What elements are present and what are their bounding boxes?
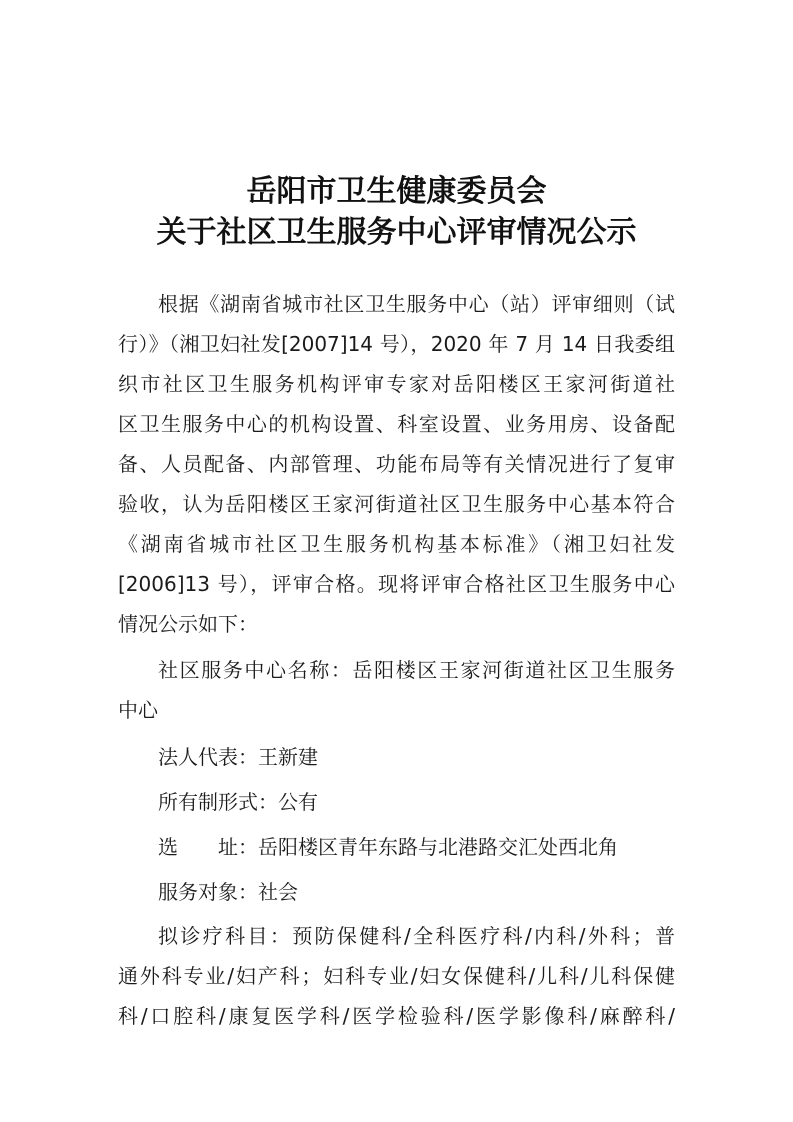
- field-service-target: 服务对象：社会: [158, 880, 298, 904]
- field-ownership: 所有制形式：公有: [158, 790, 318, 814]
- field-legal-rep: 法人代表：王新建: [158, 745, 318, 769]
- field-departments-cont: 科/口腔科/康复医学科/医学检验科/医学影像科/麻醉科/: [118, 1004, 675, 1028]
- body-line: 根据《湖南省城市社区卫生服务中心（站）评审细则（试: [158, 292, 675, 316]
- field-center-name: 社区服务中心名称：岳阳楼区王家河街道社区卫生服务: [158, 658, 675, 682]
- body-line: 《湖南省城市社区卫生服务机构基本标准》（湘卫妇社发: [118, 532, 675, 556]
- title-line-1: 岳阳市卫生健康委员会: [246, 174, 547, 209]
- field-address: 选 址：岳阳楼区青年东路与北港路交汇处西北角: [158, 835, 618, 859]
- body-line: 验收，认为岳阳楼区王家河街道社区卫生服务中心基本符合: [118, 492, 675, 516]
- body-line: [2006]13 号），评审合格。现将评审合格社区卫生服务中心: [118, 572, 675, 596]
- body-line: 情况公示如下：: [118, 612, 258, 636]
- field-departments-cont: 通外科专业/妇产科；妇科专业/妇女保健科/儿科/儿科保健: [118, 964, 675, 988]
- body-line: 区卫生服务中心的机构设置、科室设置、业务用房、设备配: [118, 412, 675, 436]
- body-line: 织市社区卫生服务机构评审专家对岳阳楼区王家河街道社: [118, 372, 675, 396]
- body-line: 备、人员配备、内部管理、功能布局等有关情况进行了复审: [118, 452, 675, 476]
- field-center-name-cont: 中心: [118, 698, 158, 722]
- field-departments: 拟诊疗科目：预防保健科/全科医疗科/内科/外科；普: [158, 924, 675, 948]
- title-line-2: 关于社区卫生服务中心评审情况公示: [156, 215, 637, 250]
- body-line: 行）》（湘卫妇社发[2007]14 号），2020 年 7 月 14 日我委组: [118, 332, 675, 356]
